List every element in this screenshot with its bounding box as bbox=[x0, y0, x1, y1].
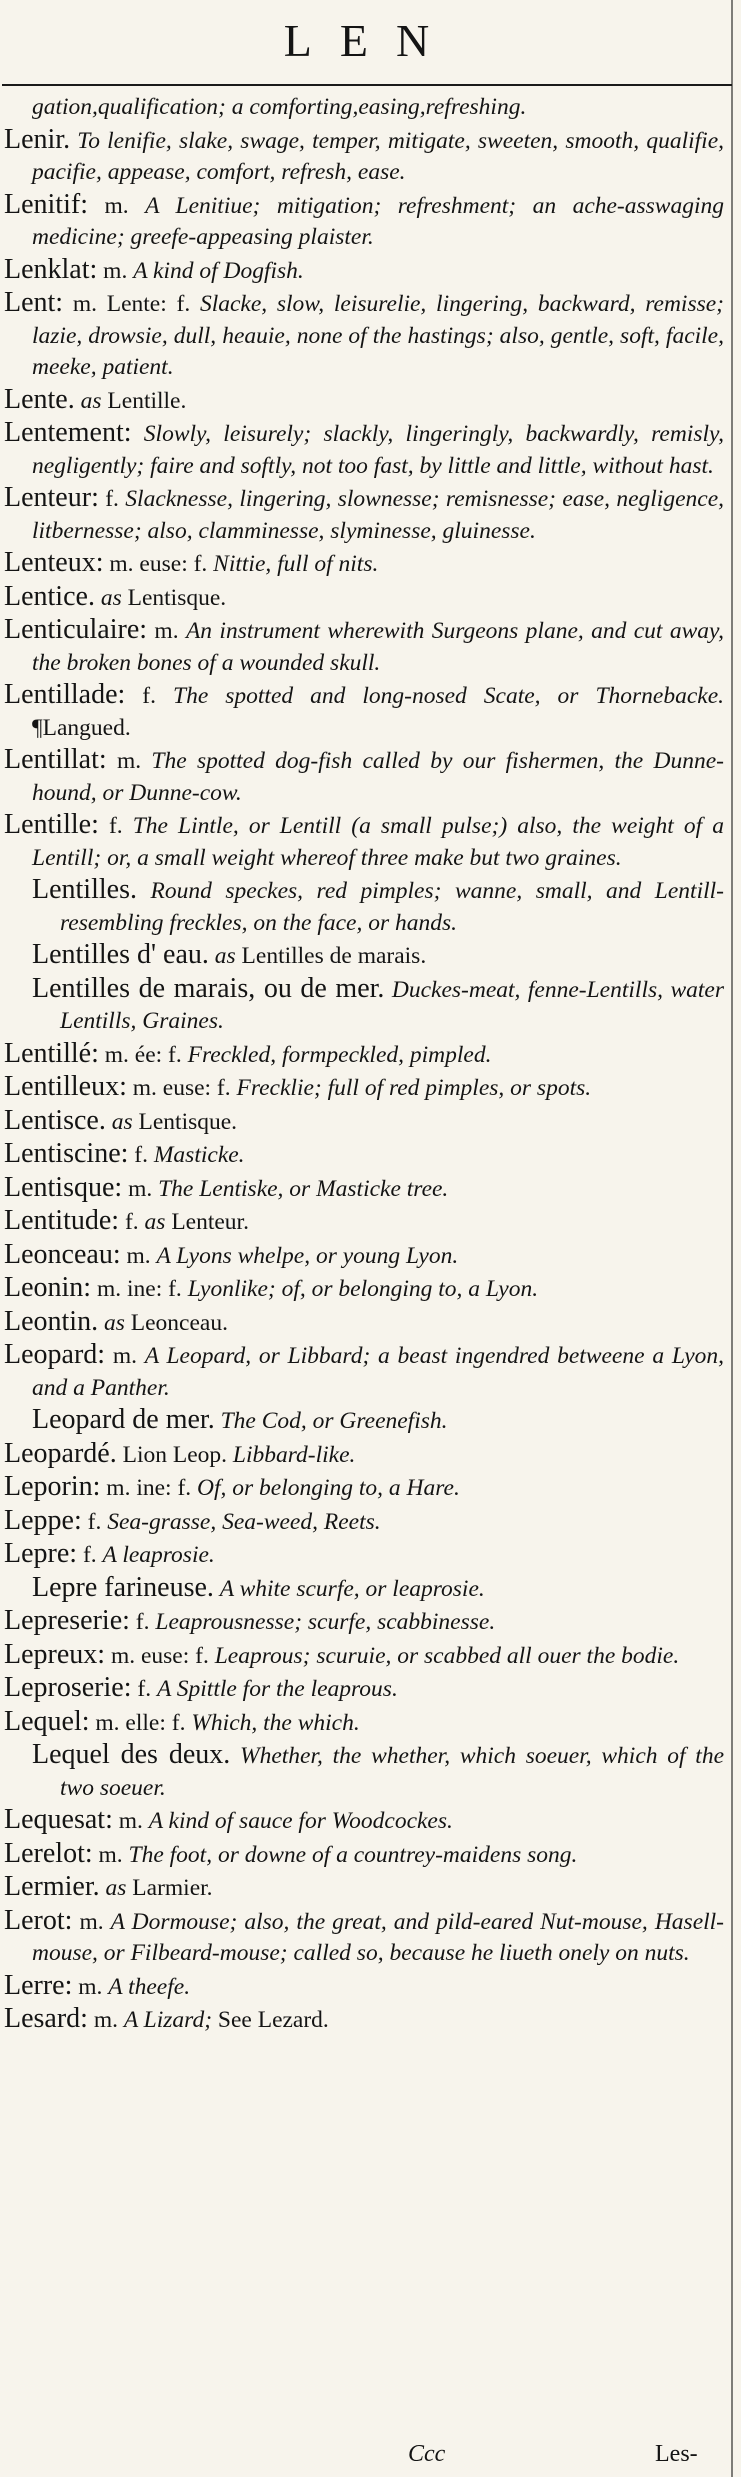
headword: Lente. bbox=[4, 383, 75, 415]
dictionary-entry bbox=[4, 1071, 724, 1105]
headword: Lentisque: bbox=[4, 1171, 123, 1203]
headword: Leopard: bbox=[4, 1339, 106, 1370]
dictionary-entry bbox=[4, 1038, 724, 1072]
dictionary-entry bbox=[4, 547, 724, 581]
dictionary-entry bbox=[4, 1804, 724, 1838]
grammar-note: f. bbox=[134, 1142, 148, 1168]
definition: Slowly, leisurely; slackly, lingeringly, backwardly, remisly, negligently; faire and softly, not too fast, by little and little, without hast. bbox=[32, 421, 725, 479]
grammar-note: m. ine: f. bbox=[106, 1475, 192, 1501]
grammar-note: f. bbox=[105, 486, 119, 512]
headword: Lequel: bbox=[4, 1705, 90, 1737]
grammar-note: m. elle: f. bbox=[95, 1709, 186, 1736]
grammar-note: f. bbox=[135, 1609, 150, 1635]
grammar-note: m. Lente: f. bbox=[72, 291, 191, 317]
grammar-note: m. bbox=[79, 1908, 104, 1935]
headword: Lenteux: bbox=[4, 547, 104, 578]
grammar-note: m. bbox=[118, 1808, 143, 1834]
dictionary-entry bbox=[4, 809, 724, 874]
definition: Which, the which. bbox=[191, 1709, 360, 1736]
cross-reference: Lentilles de marais. bbox=[241, 943, 427, 969]
dictionary-entry bbox=[4, 1205, 724, 1239]
dictionary-entry bbox=[4, 1871, 724, 1905]
definition: The foot, or downe of a countrey-maidens song. bbox=[128, 1841, 578, 1868]
cross-reference-prefix: as bbox=[111, 1108, 133, 1135]
sub-entry bbox=[32, 1572, 724, 1606]
definition: Duckes-meat, fenne-Lentills, water Lentills, Graines. bbox=[60, 976, 724, 1034]
cross-reference: Lentisque. bbox=[127, 584, 227, 611]
dictionary-entry bbox=[4, 614, 724, 679]
headword: Lenteur: bbox=[4, 482, 99, 513]
dictionary-entry bbox=[4, 1438, 724, 1472]
dictionary-entry bbox=[4, 1239, 724, 1273]
definition: Of, or belonging to, a Hare. bbox=[197, 1475, 460, 1501]
definition: The Lintle, or Lentill (a small pulse;) also, the weight of a Lentill; or, a small weight whereof three make but two graines. bbox=[32, 813, 724, 871]
definition: Leaprous; scuruie, or scabbed all ouer the bodie. bbox=[214, 1642, 680, 1669]
definition: A kind of Dogfish. bbox=[133, 257, 304, 284]
definition: The Lentiske, or Masticke tree. bbox=[158, 1175, 449, 1202]
dictionary-entry bbox=[4, 1272, 724, 1306]
headword: Leonin: bbox=[4, 1272, 92, 1303]
definition: Freckled, formpeckled, pimpled. bbox=[187, 1041, 492, 1068]
dictionary-entry bbox=[4, 1838, 724, 1872]
headword: Leppe: bbox=[4, 1504, 82, 1536]
dictionary-entry bbox=[4, 1471, 724, 1505]
dictionary-entry bbox=[4, 1605, 724, 1639]
sub-entry bbox=[32, 939, 724, 973]
signature-mark: Ccc bbox=[408, 2441, 446, 2467]
definition: A leaprosie. bbox=[102, 1542, 215, 1568]
grammar-note: m. bbox=[103, 257, 128, 284]
grammar-note: m. bbox=[154, 618, 179, 644]
headword: Lentilles de marais, ou de mer. bbox=[32, 972, 385, 1004]
dictionary-entry bbox=[4, 2003, 724, 2037]
dictionary-entry bbox=[4, 384, 724, 418]
dictionary-entry bbox=[4, 1306, 724, 1340]
dictionary-entry bbox=[4, 581, 724, 615]
dictionary-entry bbox=[4, 1339, 724, 1404]
grammar-note: m. bbox=[78, 1973, 103, 2000]
grammar-note: Lion Leop. bbox=[122, 1441, 228, 1468]
grammar-note: m. bbox=[98, 1841, 123, 1868]
definition: Slacke, slow, leisurelie, lingering, backward, remisse; lazie, drowsie, dull, heauie, none of the hastings; also, gentle, soft, facile, meeke, patient. bbox=[32, 291, 724, 380]
dictionary-entry bbox=[4, 254, 724, 288]
definition: Slacknesse, lingering, slownesse; remisnesse; ease, negligence, litbernesse; also, clamminesse, slyminesse, gluinesse. bbox=[32, 486, 725, 544]
dictionary-entry bbox=[4, 679, 724, 744]
dictionary-entry bbox=[4, 1672, 724, 1706]
headword: Lenir. bbox=[4, 123, 71, 155]
definition: A theefe. bbox=[108, 1973, 191, 2000]
definition: The spotted dog-fish called by our fishermen, the Dunne-hound, or Dunne-cow. bbox=[32, 748, 725, 806]
headword: Lepreserie: bbox=[4, 1605, 130, 1636]
headword: Leopard de mer. bbox=[32, 1404, 215, 1435]
definition: A Lizard; bbox=[123, 2007, 213, 2033]
grammar-note: m. euse: f. bbox=[110, 1642, 209, 1669]
definition: Sea-grasse, Sea-weed, Reets. bbox=[107, 1508, 381, 1535]
grammar-note: f. bbox=[124, 1209, 139, 1235]
headword: Lentilles. bbox=[32, 874, 137, 905]
grammar-note: m. bbox=[112, 1343, 137, 1369]
headword: Lerelot: bbox=[4, 1837, 93, 1869]
definition: A Lenitiue; mitigation; refreshment; an ache-asswaging medicine; greefe-appeasing plaister. bbox=[32, 192, 725, 250]
dictionary-entry bbox=[4, 1538, 724, 1572]
dictionary-entry bbox=[4, 124, 724, 189]
headword: Lepre farineuse. bbox=[32, 1571, 214, 1603]
continued-entry bbox=[4, 92, 724, 124]
headword: Lentilles d' eau. bbox=[32, 939, 209, 970]
grammar-note: m. ine: f. bbox=[96, 1276, 182, 1302]
definition: An instrument wherewith Surgeons plane, and cut away, the broken bones of a wounded skull. bbox=[32, 618, 725, 676]
headword: Lent: bbox=[4, 287, 64, 318]
cross-reference: Lentisque. bbox=[138, 1108, 238, 1135]
dictionary-entry bbox=[4, 189, 724, 254]
cross-reference-prefix: as bbox=[144, 1209, 166, 1235]
grammar-note: m. bbox=[128, 1175, 153, 1202]
header-rule bbox=[2, 84, 732, 86]
dictionary-entry bbox=[4, 1639, 724, 1673]
sub-entry bbox=[32, 973, 724, 1038]
definition: Nittie, full of nits. bbox=[213, 551, 379, 577]
definition: A Dormouse; also, the great, and pild-eared Nut-mouse, Hasell-mouse, or Filbeard-mouse; called so, because he liueth onely on nuts. bbox=[32, 1908, 725, 1966]
sub-entry bbox=[32, 1739, 724, 1804]
cross-reference: Lentille. bbox=[107, 387, 187, 414]
grammar-note: m. bbox=[116, 748, 142, 774]
cross-reference-prefix: as bbox=[214, 943, 236, 969]
headword: Leproserie: bbox=[4, 1672, 132, 1703]
grammar-note: f. bbox=[108, 813, 123, 839]
definition: Frecklie; full of red pimples, or spots. bbox=[236, 1075, 592, 1101]
cross-reference-prefix: as bbox=[80, 387, 102, 414]
headword: Lerre: bbox=[4, 1969, 73, 2001]
dictionary-entry bbox=[4, 1105, 724, 1139]
headword: Leopardé. bbox=[4, 1437, 117, 1469]
cross-reference-prefix: as bbox=[105, 1875, 127, 1901]
cross-reference: Leonceau. bbox=[130, 1309, 228, 1336]
headword: Leontin. bbox=[4, 1305, 99, 1337]
headword: Lentiscine: bbox=[4, 1138, 129, 1169]
headword: Leonceau: bbox=[4, 1238, 121, 1270]
headword: Lequesat: bbox=[4, 1804, 113, 1835]
dictionary-entry bbox=[4, 744, 724, 809]
grammar-note: m. bbox=[93, 2007, 118, 2033]
definition: Masticke. bbox=[153, 1142, 245, 1168]
dictionary-entry bbox=[4, 1706, 724, 1740]
grammar-note: m. ée: f. bbox=[104, 1041, 182, 1068]
cross-reference-prefix: as bbox=[100, 584, 122, 611]
definition: The Cod, or Greenefish. bbox=[220, 1408, 448, 1434]
headword: Lenticulaire: bbox=[4, 614, 148, 645]
headword: Lepre: bbox=[4, 1538, 78, 1569]
dictionary-entry bbox=[4, 417, 724, 482]
grammar-note: m. bbox=[104, 192, 129, 219]
grammar-note: m. euse: f. bbox=[109, 551, 208, 577]
headword: Lentillé: bbox=[4, 1037, 99, 1069]
sub-entry bbox=[32, 1404, 724, 1438]
definition: The spotted and long-nosed Scate, or Thornebacke. bbox=[173, 683, 725, 709]
headword: Lequel des deux. bbox=[32, 1739, 231, 1770]
headword: Lentitude: bbox=[4, 1205, 120, 1236]
definition: Whether, the whether, which soeuer, which of the two soeuer. bbox=[60, 1743, 724, 1801]
definition: A Lyons whelpe, or young Lyon. bbox=[156, 1242, 459, 1269]
dictionary-entry bbox=[4, 482, 724, 547]
headword: Lesard: bbox=[4, 2003, 88, 2034]
cross-reference-prefix: as bbox=[103, 1309, 125, 1336]
headword: Lentilleux: bbox=[4, 1071, 127, 1102]
cross-reference: Larmier. bbox=[132, 1875, 213, 1901]
definition: gation,qualification; a comforting,easing,refreshing. bbox=[32, 94, 527, 120]
running-head: LEN bbox=[283, 15, 458, 66]
headword: Lentice. bbox=[4, 580, 95, 612]
grammar-note: f. bbox=[142, 683, 156, 709]
headword: Lentisce. bbox=[4, 1104, 106, 1136]
headword: Leporin: bbox=[4, 1471, 101, 1502]
dictionary-entry bbox=[4, 1505, 724, 1539]
definition: Lyonlike; of, or belonging to, a Lyon. bbox=[187, 1276, 539, 1302]
headword: Lenklat: bbox=[4, 253, 98, 285]
headword: Lentille: bbox=[4, 809, 99, 840]
dictionary-entry bbox=[4, 1138, 724, 1172]
definition: A Leopard, or Libbard; a beast ingendred betweene a Lyon, and a Panther. bbox=[32, 1343, 725, 1401]
entry-tail: ¶Langued. bbox=[32, 714, 131, 741]
dictionary-entry bbox=[4, 1905, 724, 1970]
cross-reference: Lenteur. bbox=[171, 1209, 249, 1235]
definition: Leaprousnesse; scurfe, scabbinesse. bbox=[155, 1609, 496, 1635]
dictionary-entry bbox=[4, 1172, 724, 1206]
grammar-note: m. bbox=[126, 1242, 151, 1269]
headword: Lepreux: bbox=[4, 1638, 106, 1670]
definition: Round speckes, red pimples; wanne, small, and Lentill-resembling freckles, on the face, or hands. bbox=[60, 878, 724, 936]
headword: Lentillat: bbox=[4, 744, 107, 775]
definition: Libbard-like. bbox=[232, 1441, 356, 1468]
headword: Lentillade: bbox=[4, 679, 126, 710]
dictionary-entry bbox=[4, 287, 724, 384]
definition: A white scurfe, or leaprosie. bbox=[219, 1575, 485, 1602]
definition: To lenifie, slake, swage, temper, mitigate, sweeten, smooth, qualifie, pacifie, appease, comfort, refresh, ease. bbox=[32, 127, 724, 185]
entry-tail: See Lezard. bbox=[217, 2007, 329, 2033]
headword: Lerot: bbox=[4, 1904, 73, 1936]
grammar-note: m. euse: f. bbox=[132, 1075, 231, 1101]
headword: Lenitif: bbox=[4, 188, 88, 220]
dictionary-entry bbox=[4, 1970, 724, 2004]
definition: A kind of sauce for Woodcockes. bbox=[148, 1808, 453, 1834]
page-footer bbox=[0, 2436, 741, 2472]
grammar-note: f. bbox=[137, 1676, 152, 1702]
sub-entry bbox=[32, 874, 724, 939]
grammar-note: f. bbox=[82, 1542, 97, 1568]
catchword: Les- bbox=[655, 2441, 698, 2467]
headword: Lermier. bbox=[4, 1871, 100, 1902]
grammar-note: f. bbox=[87, 1508, 102, 1535]
page-edge bbox=[731, 0, 733, 2477]
definition: A Spittle for the leaprous. bbox=[156, 1676, 398, 1702]
headword: Lentement: bbox=[4, 417, 132, 448]
entry-list bbox=[4, 92, 724, 2037]
